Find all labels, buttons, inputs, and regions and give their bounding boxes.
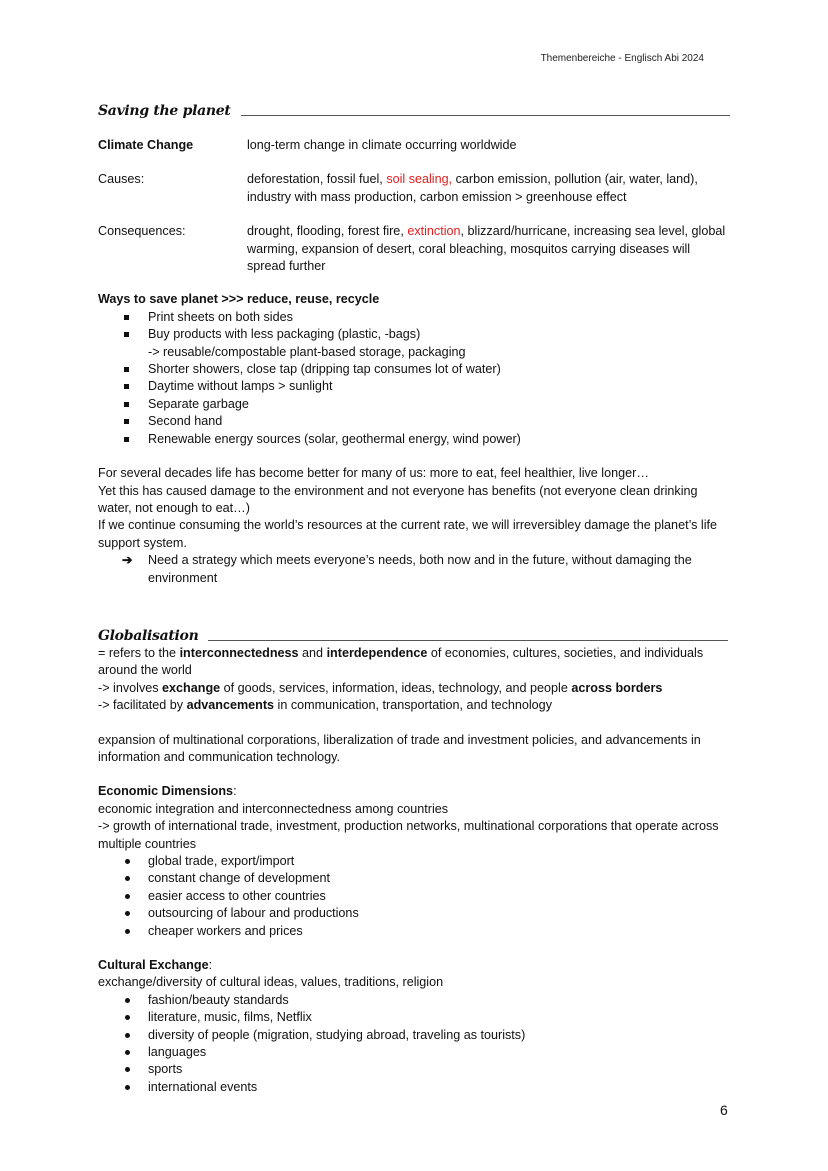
list-item-text: cheaper workers and prices [148, 923, 303, 938]
definition-term: Climate Change [98, 138, 194, 152]
bullet-dot-icon [125, 876, 130, 881]
list-item [98, 413, 730, 430]
ways-list [98, 309, 730, 448]
definition-row [98, 137, 730, 154]
planet-paragraph [98, 465, 730, 552]
bullet-dot-icon [125, 1085, 130, 1090]
heading-rule [208, 640, 728, 641]
list-item [98, 923, 730, 940]
definition-row [98, 223, 730, 275]
expansion-text: expansion of multinational corporations, liberalization of trade and investment policies, and advancements in information and communication technology. [98, 732, 701, 764]
list-item-text: diversity of people (migration, studying abroad, traveling as tourists) [148, 1027, 526, 1042]
arrow-icon: ➔ [122, 553, 133, 568]
list-item [98, 326, 730, 361]
list-item [98, 378, 730, 395]
heading-rule [241, 115, 730, 116]
text-segment: = refers to the [98, 645, 180, 660]
paragraph-line: If we continue consuming the world’s resources at the current rate, we will irreversibley damage the planet’s life support system. [98, 518, 718, 550]
definition-row [98, 171, 730, 206]
ways-block [98, 291, 730, 448]
bold-term: interconnectedness [179, 645, 299, 660]
list-item-text: Renewable energy sources (solar, geothermal energy, wind power) [148, 431, 521, 446]
paragraph-line: Yet this has caused damage to the environment and not everyone has benefits (not everyone clean drinking water, not enough to eat…) [98, 483, 698, 515]
conclusion-list [98, 552, 730, 587]
square-bullet-icon [124, 367, 129, 372]
economic-title: Economic Dimensions [98, 784, 234, 799]
list-item-text: literature, music, films, Netflix [148, 1010, 312, 1025]
intro-line [98, 680, 730, 697]
economic-block: Economic Dimensions: economic integration and interconnectedness among countries -> growth of international trade, investment, production networks, multinational corporations that operate across multiple countries global trade, export/import constant change of development easier access to other countries outsourcing of labour and productions cheaper workers and prices [98, 783, 730, 940]
cultural-bullets [98, 992, 730, 1096]
definition-term: Causes: [98, 172, 145, 187]
page-number: 6 [720, 1102, 728, 1118]
text-segment: of goods, services, information, ideas, technology, and people [220, 680, 572, 695]
list-item [98, 1009, 730, 1026]
highlighted-term: soil sealing, [386, 172, 453, 187]
bullet-dot-icon [125, 1015, 130, 1020]
bold-term: advancements [186, 698, 275, 713]
list-item [98, 1027, 730, 1044]
list-item [98, 431, 730, 448]
bold-term: across borders [571, 680, 663, 695]
text-segment: of economies, cultures, societies, and individuals around the world [98, 645, 704, 678]
list-item-text: easier access to other countries [148, 888, 326, 903]
definition-text [247, 171, 730, 206]
bullet-dot-icon [125, 1050, 130, 1055]
list-item-text: Shorter showers, close tap (dripping tap consumes lot of water) [148, 362, 501, 377]
list-item-text: sports [148, 1062, 183, 1077]
square-bullet-icon [124, 402, 129, 407]
list-item-text: Print sheets on both sides [148, 309, 293, 324]
economic-bullets [98, 853, 730, 940]
text-segment: -> facilitated by [98, 698, 187, 713]
text-segment: in communication, transportation, and technology [274, 698, 552, 713]
bullet-dot-icon [125, 894, 130, 899]
text-segment: long-term change in climate occurring worldwide [247, 138, 517, 152]
list-item [98, 309, 730, 326]
square-bullet-icon [124, 419, 129, 424]
list-item-text: Separate garbage [148, 396, 249, 411]
text-line: economic integration and interconnectedness among countries [98, 801, 449, 816]
list-item [98, 853, 730, 870]
list-item [98, 1079, 730, 1096]
page-content [98, 98, 730, 1096]
list-item-text: Daytime without lamps > sunlight [148, 379, 333, 394]
text-line: exchange/diversity of cultural ideas, values, traditions, religion [98, 975, 444, 990]
text-segment: drought, flooding, forest fire, [247, 224, 408, 239]
square-bullet-icon [124, 437, 129, 442]
list-item [98, 396, 730, 413]
list-item-text: fashion/beauty standards [148, 992, 289, 1007]
paragraph-line: For several decades life has become better for many of us: more to eat, feel healthier, live longer… [98, 466, 649, 481]
list-item-text: outsourcing of labour and productions [148, 906, 359, 921]
globalisation-intro [98, 645, 730, 715]
list-item-text: global trade, export/import [148, 854, 295, 868]
highlighted-term: extinction [407, 224, 461, 239]
list-item-text: international events [148, 1079, 258, 1094]
list-item-text: Buy products with less packaging (plastic, -bags) [148, 327, 421, 342]
intro-line [98, 697, 730, 714]
section-heading-globalisation [98, 623, 728, 645]
square-bullet-icon [124, 384, 129, 389]
list-item [98, 361, 730, 378]
definition-term: Consequences: [98, 224, 186, 239]
ways-heading: Ways to save planet >>> reduce, reuse, recycle [98, 292, 380, 307]
cultural-block: Cultural Exchange: exchange/diversity of cultural ideas, values, traditions, religion fashion/beauty standards literature, music, films, Netflix diversity of people (migration, studying abroad, traveling as tourists) languages sports international events [98, 957, 730, 1096]
bullet-dot-icon [125, 1033, 130, 1038]
bullet-dot-icon [125, 929, 130, 934]
square-bullet-icon [124, 332, 129, 337]
text-segment: , blizzard/hurricane, increasing sea level, global warming, expansion of desert, coral bleaching, mosquitos carrying diseases will spread further [247, 224, 726, 274]
bullet-dot-icon [125, 1067, 130, 1072]
definition-text [247, 223, 730, 275]
text-segment: and [298, 645, 327, 660]
text-line: -> growth of international trade, investment, production networks, multinational corporations that operate across multiple countries [98, 819, 719, 851]
list-item-subline: -> reusable/compostable plant-based storage, packaging [148, 344, 466, 359]
definitions [98, 137, 730, 275]
text-segment: deforestation, fossil fuel, [247, 172, 387, 187]
section-title: Globalisation [98, 627, 199, 644]
cultural-lines [98, 974, 730, 991]
cultural-title: Cultural Exchange [98, 958, 209, 973]
intro-line [98, 645, 730, 680]
text-segment: -> involves [98, 680, 163, 695]
square-bullet-icon [124, 315, 129, 320]
list-item-text: Second hand [148, 414, 223, 429]
conclusion-item [98, 552, 730, 587]
bullet-dot-icon [125, 998, 130, 1003]
section-title: Saving the planet [98, 102, 231, 119]
list-item [98, 1061, 730, 1078]
definition-text [247, 137, 730, 154]
bold-term: exchange [162, 680, 221, 695]
bullet-dot-icon [125, 859, 130, 864]
page-header: Themenbereiche - Englisch Abi 2024 [540, 53, 704, 64]
conclusion-text: Need a strategy which meets everyone’s needs, both now and in the future, without damaging the environment [148, 553, 692, 585]
bold-term: interdependence [326, 645, 428, 660]
list-item [98, 1044, 730, 1061]
list-item-text: languages [148, 1045, 207, 1060]
section-heading-saving-planet [98, 98, 730, 120]
bullet-dot-icon [125, 911, 130, 916]
list-item [98, 888, 730, 905]
list-item [98, 905, 730, 922]
list-item [98, 992, 730, 1009]
list-item-text: constant change of development [148, 871, 331, 886]
list-item [98, 870, 730, 887]
economic-lines [98, 801, 730, 853]
text-segment: carbon emission, pollution (air, water, land), industry with mass production, carbon emission > greenhouse effect [247, 172, 698, 204]
